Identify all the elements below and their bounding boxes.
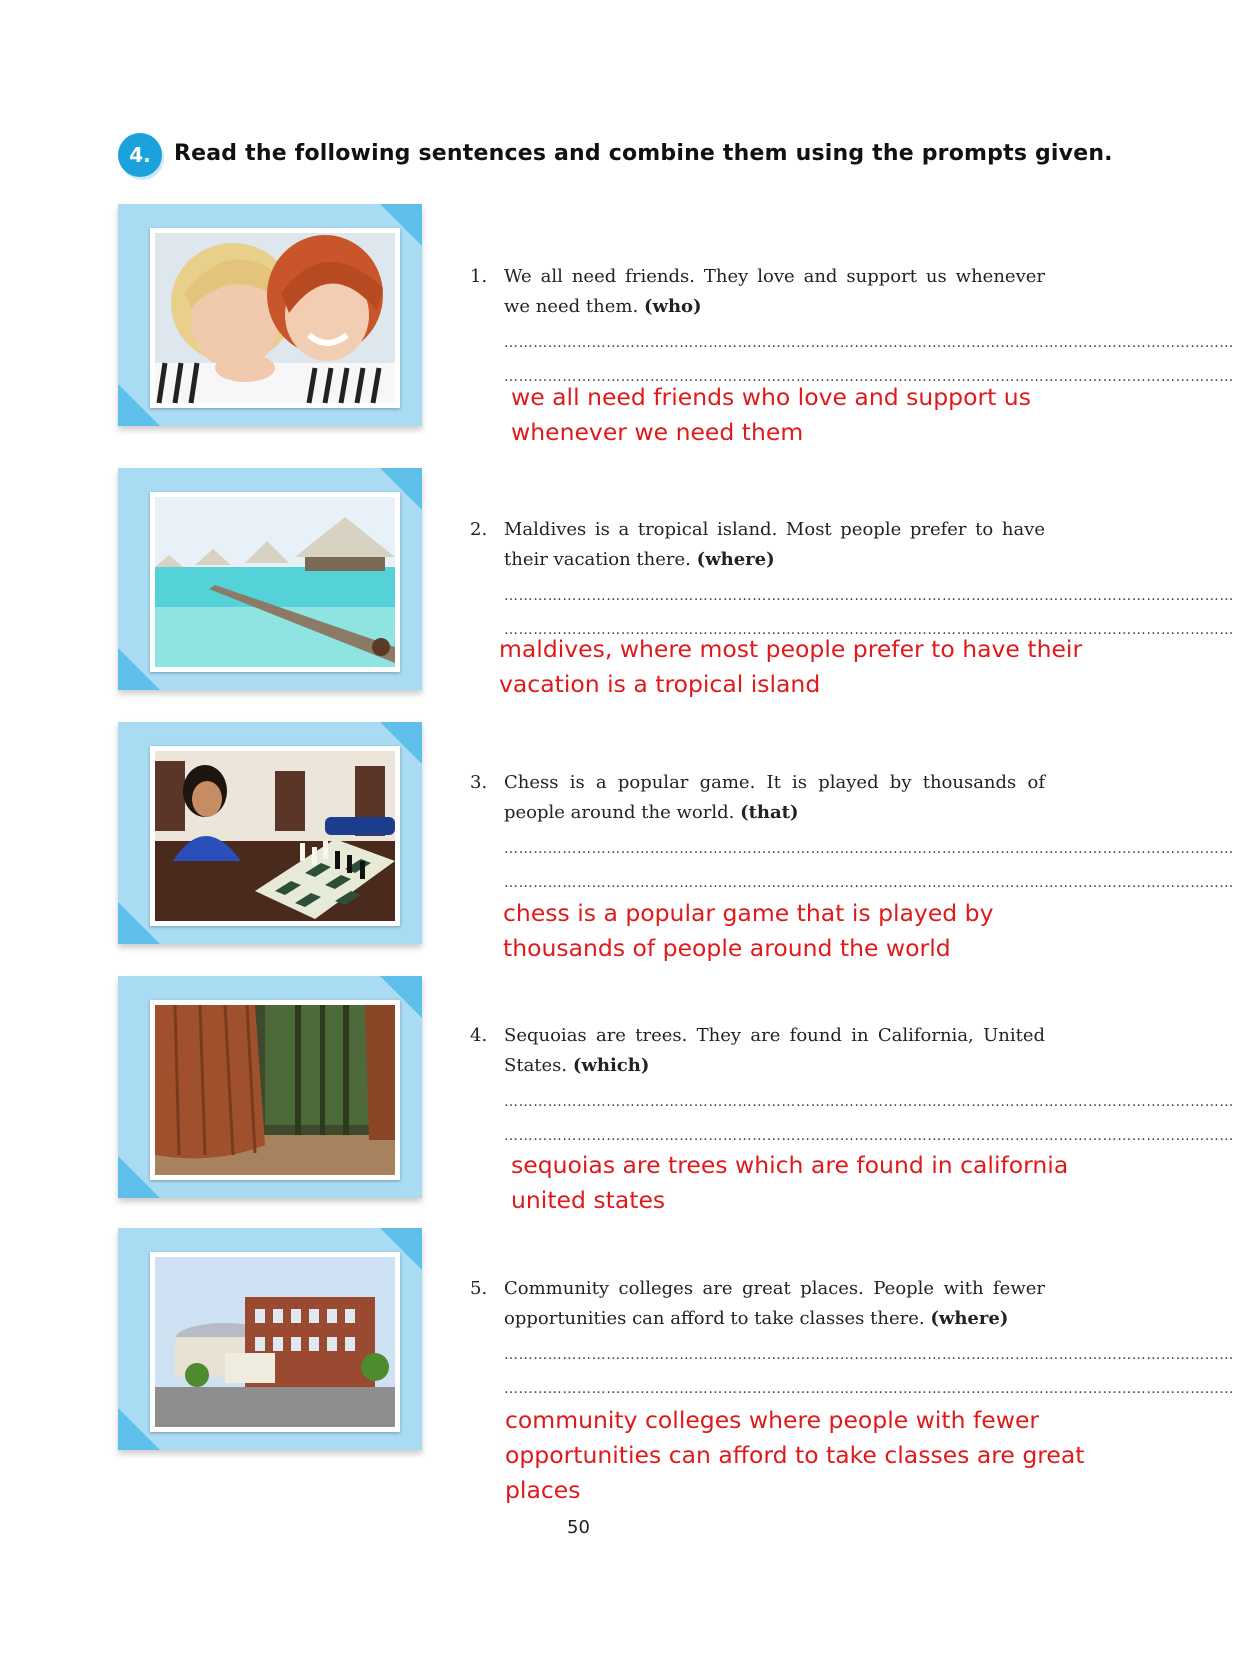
answer-line: ……………………………………………………………………………………………………………………………………	[504, 588, 1234, 604]
answer-line: ……………………………………………………………………………………………………………………………………	[504, 841, 1234, 857]
image-frame-5	[118, 1228, 422, 1450]
answer-line: ……………………………………………………………………………………………………………………………………	[504, 1381, 1234, 1397]
answer-line: ……………………………………………………………………………………………………………………………………	[504, 622, 1234, 638]
question-prompt: (where)	[696, 549, 775, 570]
answer-line: ……………………………………………………………………………………………………………………………………	[504, 1347, 1234, 1363]
question-text: Sequoias are trees. They are found in California, United States. (which)	[504, 1025, 1045, 1076]
question-number: 5.	[470, 1278, 488, 1299]
answer-line: ……………………………………………………………………………………………………………………………………	[504, 1094, 1234, 1110]
exercise-number-badge: 4.	[118, 133, 162, 177]
question-prompt: (where)	[930, 1308, 1009, 1329]
question-text: Chess is a popular game. It is played by thousands of people around the world. (that)	[504, 772, 1045, 823]
answer-line: ……………………………………………………………………………………………………………………………………	[504, 1128, 1234, 1144]
sequoia-trees-photo	[150, 1000, 400, 1180]
image-frame-3	[118, 722, 422, 944]
handwritten-answer-1: we all need friends who love and support us whenever we need them	[511, 383, 1031, 446]
exercise-instruction: Read the following sentences and combine them using the prompts given.	[174, 141, 1113, 166]
image-frame-1	[118, 204, 422, 426]
answer-line: ……………………………………………………………………………………………………………………………………	[504, 875, 1234, 891]
question-text: We all need friends. They love and support us whenever we need them. (who)	[504, 266, 1045, 317]
maldives-resort-photo	[150, 492, 400, 672]
image-frame-4	[118, 976, 422, 1198]
handwritten-answer-2: maldives, where most people prefer to have their vacation is a tropical island	[499, 635, 1083, 698]
answer-line: ……………………………………………………………………………………………………………………………………	[504, 335, 1234, 351]
image-frame-2	[118, 468, 422, 690]
question-text: Maldives is a tropical island. Most people prefer to have their vacation there. (where)	[504, 519, 1045, 570]
page-number: 50	[567, 1517, 590, 1538]
community-college-photo	[150, 1252, 400, 1432]
exercise-header	[118, 133, 1118, 185]
question-number: 3.	[470, 772, 488, 793]
chess-player-photo	[150, 746, 400, 926]
answer-line: ……………………………………………………………………………………………………………………………………	[504, 369, 1234, 385]
two-friends-photo	[150, 228, 400, 408]
question-prompt: (which)	[572, 1055, 650, 1076]
handwritten-answer-4: sequoias are trees which are found in california united states	[511, 1151, 1069, 1214]
question-number: 2.	[470, 519, 488, 540]
question-prompt: (that)	[740, 802, 799, 823]
question-number: 1.	[470, 266, 488, 287]
handwritten-answer-3: chess is a popular game that is played by thousands of people around the world	[503, 899, 994, 962]
handwritten-answer-5: community colleges where people with fewer opportunities can afford to take classes are great places	[505, 1406, 1085, 1504]
question-text: Community colleges are great places. People with fewer opportunities can afford to take classes there. (where)	[504, 1278, 1045, 1329]
question-number: 4.	[470, 1025, 488, 1046]
question-prompt: (who)	[643, 296, 702, 317]
